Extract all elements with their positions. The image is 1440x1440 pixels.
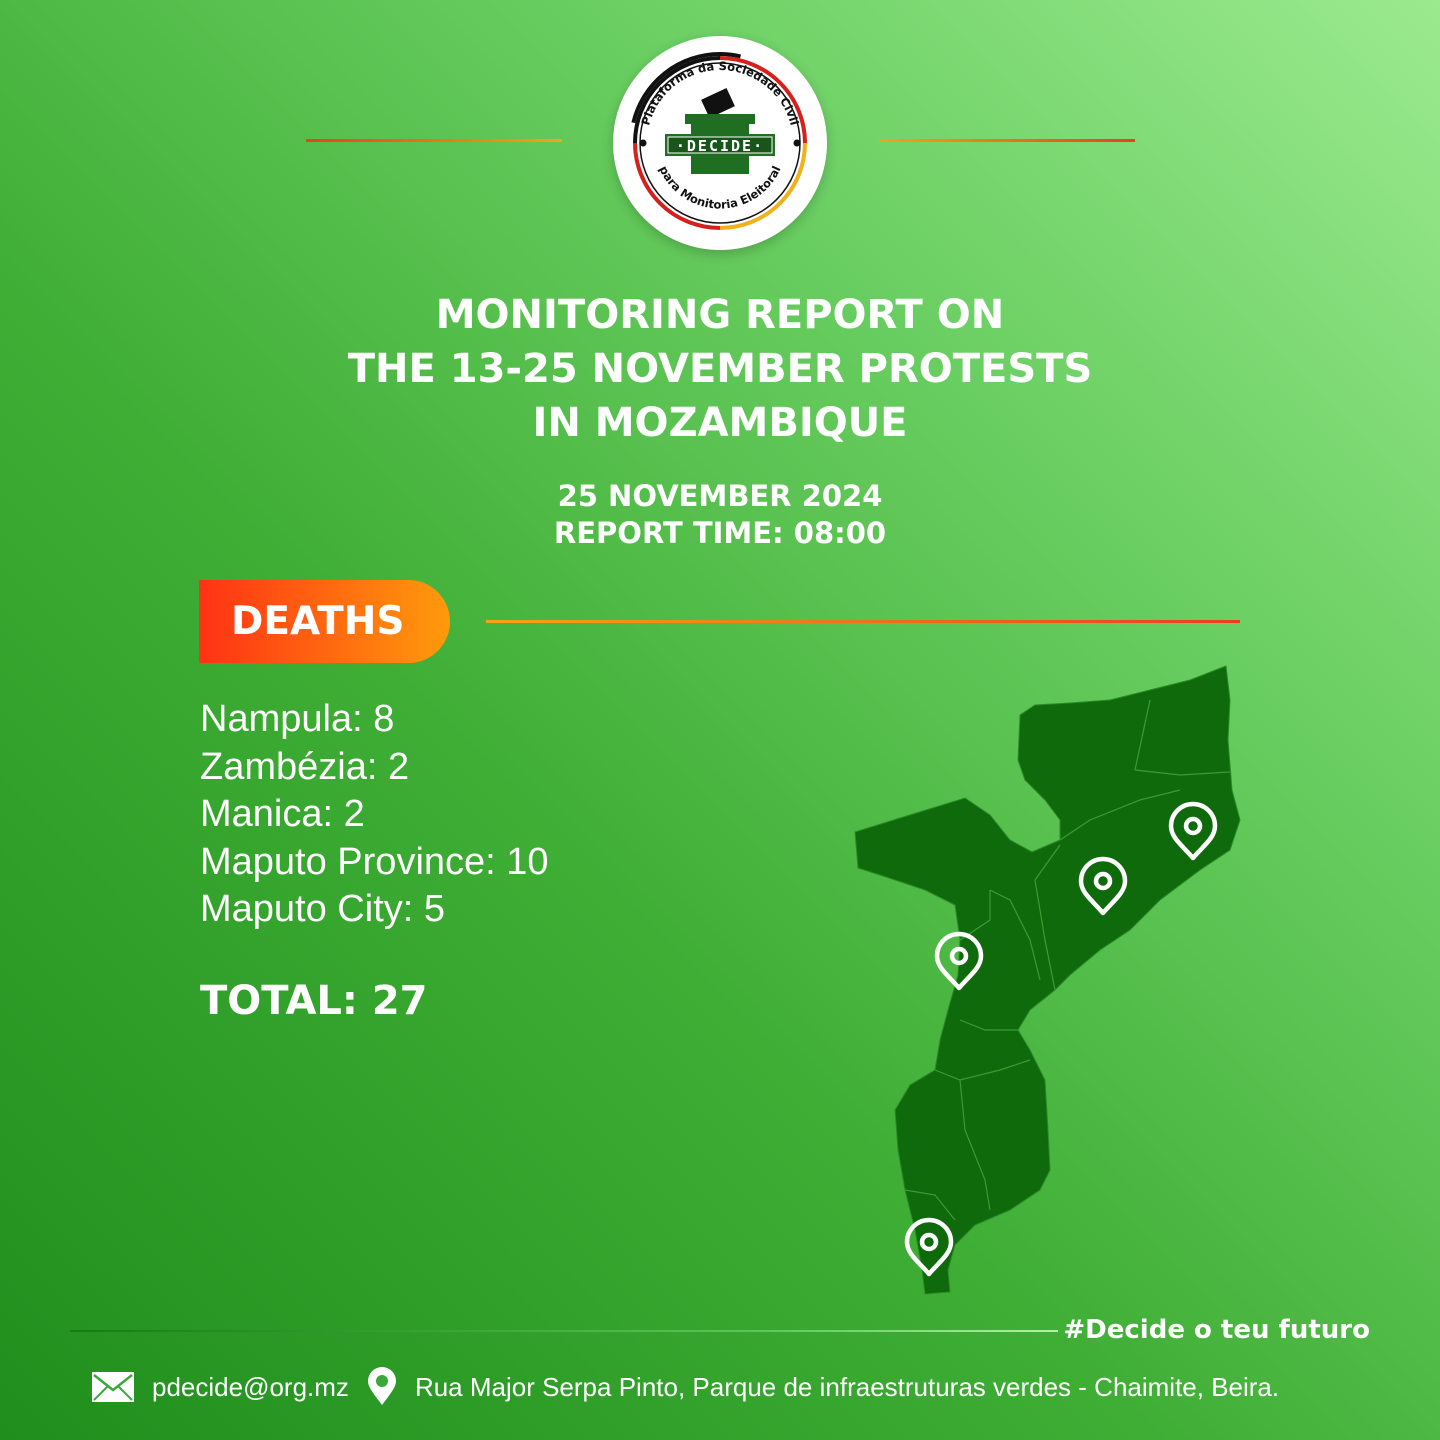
- deaths-list: [200, 696, 549, 934]
- mozambique-map: [840, 655, 1260, 1305]
- deaths-badge: [199, 580, 450, 663]
- report-date: 25 NOVEMBER 2024: [557, 479, 883, 513]
- decide-logo: [613, 36, 827, 250]
- title-line-1: MONITORING REPORT ON: [435, 292, 1005, 338]
- list-item: Manica: 2: [200, 793, 365, 835]
- list-item: Zambézia: 2: [200, 745, 410, 788]
- hashtag-tagline: #Decide o teu futuro: [1063, 1315, 1370, 1345]
- header-line-right: [879, 139, 1135, 142]
- decide-logo-graphic: [613, 36, 827, 250]
- contact-email[interactable]: pdecide@org.mz: [152, 1371, 349, 1402]
- map-outline: [855, 666, 1240, 1294]
- deaths-divider-line: [486, 620, 1240, 623]
- title-line-2: THE 13-25 NOVEMBER PROTESTS: [347, 346, 1093, 392]
- contact-address: Rua Major Serpa Pinto, Parque de infraestruturas verdes - Chaimite, Beira.: [414, 1371, 1280, 1402]
- logo-center-text: ·DECIDE·: [675, 137, 765, 155]
- logo-bottom-arc-text: para Monitoria Eleitoral: [656, 163, 784, 212]
- location-pin-icon: [367, 1367, 397, 1407]
- title-line-3: IN MOZAMBIQUE: [532, 400, 908, 446]
- report-meta: [420, 478, 1020, 552]
- footer-contact: [92, 1365, 1279, 1409]
- footer-divider: [70, 1330, 1058, 1332]
- deaths-badge-label: DEATHS: [231, 599, 405, 644]
- deaths-total: TOTAL: 27: [200, 978, 428, 1024]
- header-line-left: [306, 139, 562, 142]
- envelope-icon: [92, 1372, 134, 1402]
- report-time: REPORT TIME: 08:00: [553, 516, 887, 550]
- list-item: Maputo City: 5: [200, 888, 445, 930]
- list-item: Maputo Province: 10: [200, 840, 549, 883]
- logo-top-arc-text: Plataforma da Sociedade Civil: [638, 58, 802, 127]
- page-title: [220, 288, 1220, 450]
- list-item: Nampula: 8: [200, 698, 395, 740]
